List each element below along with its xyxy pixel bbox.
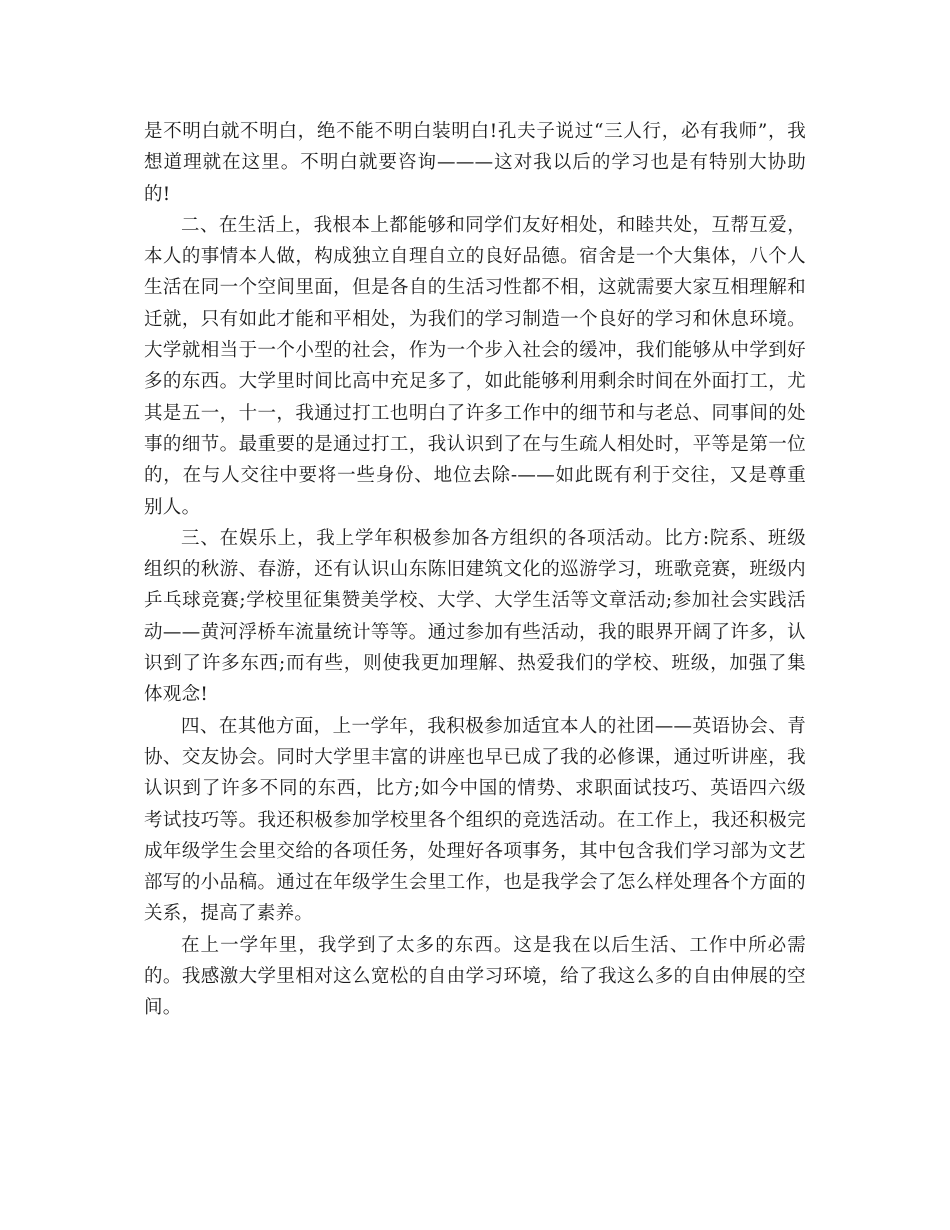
paragraph-continuation: 是不明白就不明白，绝不能不明白装明白!孔夫子说过“三人行，必有我师”，我想道理就在这里。不明白就要咨询———这对我以后的学习也是有特别大协助的! <box>144 121 806 205</box>
paragraph-other-aspects: 四、在其他方面，上一学年，我积极参加适宜本人的社团——英语协会、青协、交友协会。同时大学里丰富的讲座也早已成了我的必修课，通过听讲座，我认识到了许多不同的东西，比方;如今中国的情势、求职面试技巧、英语四六级考试技巧等。我还积极参加学校里各个组织的竞选活动。在工作上，我还积极完成年级学生会里交给的各项任务，处理好各项事务，其中包含我们学习部为文艺部写的小品稿。通过在年级学生会里工作，也是我学会了怎么样处理各个方面的关系，提高了素养。 <box>144 715 806 925</box>
paragraph-conclusion: 在上一学年里，我学到了太多的东西。这是我在以后生活、工作中所必需的。我感激大学里相对这么宽松的自由学习环境，给了我这么多的自由伸展的空间。 <box>144 934 806 1019</box>
paragraph-life: 二、在生活上，我根本上都能够和同学们友好相处，和睦共处，互帮互爱，本人的事情本人做，构成独立自理自立的良好品德。宿舍是一个大集体，八个人生活在同一个空间里面，但是各自的生活习性都不相，这就需要大家互相理解和迁就，只有如此才能和平相处，为我们的学习制造一个良好的学习和休息环境。大学就相当于一个小型的社会，作为一个步入社会的缓冲，我们能够从中学到好多的东西。大学里时间比高中充足多了，如此能够利用剩余时间在外面打工，尤其是五一，十一，我通过打工也明白了许多工作中的细节和与老总、同事间的处事的细节。最重要的是通过打工，我认识到了在与生疏人相处时，平等是第一位的，在与人交往中要将一些身份、地位去除-——如此既有利于交往，又是尊重别人。 <box>144 214 806 518</box>
paragraph-entertainment: 三、在娱乐上，我上学年积极参加各方组织的各项活动。比方:院系、班级组织的秋游、春游，还有认识山东陈旧建筑文化的巡游学习，班歌竞赛，班级内乒乓球竞赛;学校里征集赞美学校、大学、大学生活等文章活动;参加社会实践活动——黄河浮桥车流量统计等等。通过参加有些活动，我的眼界开阔了许多，认识到了许多东西;而有些，则使我更加理解、热爱我们的学校、班级，加强了集体观念! <box>144 527 806 706</box>
document-body <box>144 116 806 1024</box>
